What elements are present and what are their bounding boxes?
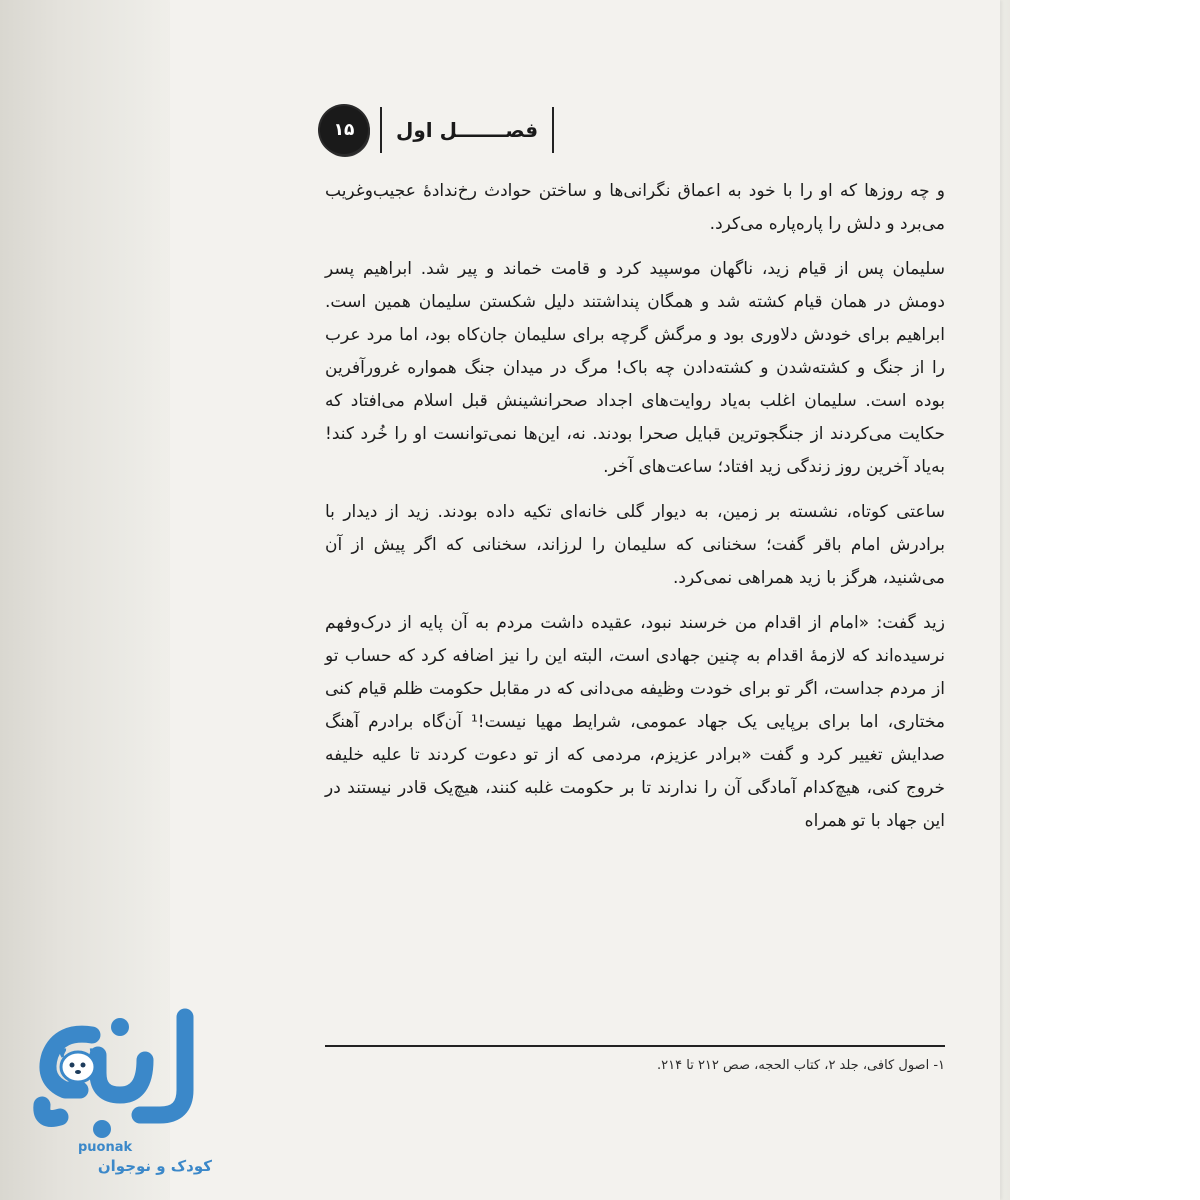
header-divider <box>380 107 382 153</box>
page-number-badge: ۱۵ <box>320 106 368 154</box>
paragraph: سلیمان پس از قیام زید، ناگهان موسپید کرد و قامت خماند و پیر شد. ابراهیم پسر دومش در همان قیام کشته شد و همگان پنداشتند دلیل شکستن سلیمان همین است. ابراهیم برای خودش دلاوری بود و مرگش گرچه برای سلیمان جان‌کاه بود، اما مرد عرب را از جنگ و کشته‌شدن و کشته‌دادن چه باک! مرگ در میدان جنگ همواره غرورآفرین بوده است. سلیمان اغلب به‌یاد روایت‌های اجداد صحرانشینش قبل اسلام می‌افتاد که حکایت می‌کردند از جنگجوترین قبایل صحرا بودند. نه، این‌ها نمی‌توانست او را خُرد کند! به‌یاد آخرین روز زندگی زید افتاد؛ ساعت‌های آخر. <box>325 259 945 477</box>
logo-subtitle: کودک و نوجوان <box>97 1157 212 1175</box>
paragraph: زید گفت: «امام از اقدام من خرسند نبود، عقیده داشت مردم به آن پایه از درک‌وفهم نرسیده‌اند که لازمهٔ اقدام به چنین جهادی است، البته این را نیز اضافه کرد که حساب تو از مردم جداست، اگر تو برای خودت وظیفه می‌دانی که در مقابل حکومت ظلم قیام کنی مختاری، اما برای برپایی یک جهاد عمومی، شرایط مهیا نیست!¹ آن‌گاه برادرم آهنگ صدایش تغییر کرد و گفت «برادر عزیزم، مردمی که از تو دعوت کردند تا علیه خلیفه خروج کنی، هیچ‌کدام آمادگی آن را ندارند تا بر حکومت غلبه کنند، هیچ‌یک قادر نیستند در این جهاد با تو همراه <box>325 613 945 831</box>
page-header <box>320 100 690 160</box>
chapter-title: فصـــــــل اول <box>396 118 539 142</box>
paragraph: و چه روزها که او را با خود به اعماق نگرانی‌ها و ساختن حوادث رخ‌ندادهٔ عجیب‌وغریب می‌برد و دلش را پاره‌پاره می‌کرد. <box>325 181 945 234</box>
background-right <box>1010 0 1200 1200</box>
paragraph: ساعتی کوتاه، نشسته بر زمین، به دیوار گلی خانه‌ای تکیه داده بودند. زید از دیدار با برادرش امام باقر گفت؛ سخنانی که سلیمان را لرزاند، سخنانی که اگر پیش از آن می‌شنید، هرگز با زید همراهی نمی‌کرد. <box>325 502 945 588</box>
body-text <box>325 175 945 838</box>
book-page <box>170 0 1000 1200</box>
footnote-divider <box>325 1045 945 1047</box>
dog-face-icon <box>61 1050 95 1082</box>
logo-text: پونک <box>20 992 52 1009</box>
brand-watermark <box>20 992 212 1185</box>
logo-latin-name: puonak <box>78 1140 133 1155</box>
footnote: ۱- اصول کافی، جلد ۲، کتاب الحجه، صص ۲۱۲ تا ۲۱۴. <box>657 1058 945 1073</box>
puonak-logo-icon <box>20 992 210 1140</box>
header-divider-right <box>552 107 554 153</box>
